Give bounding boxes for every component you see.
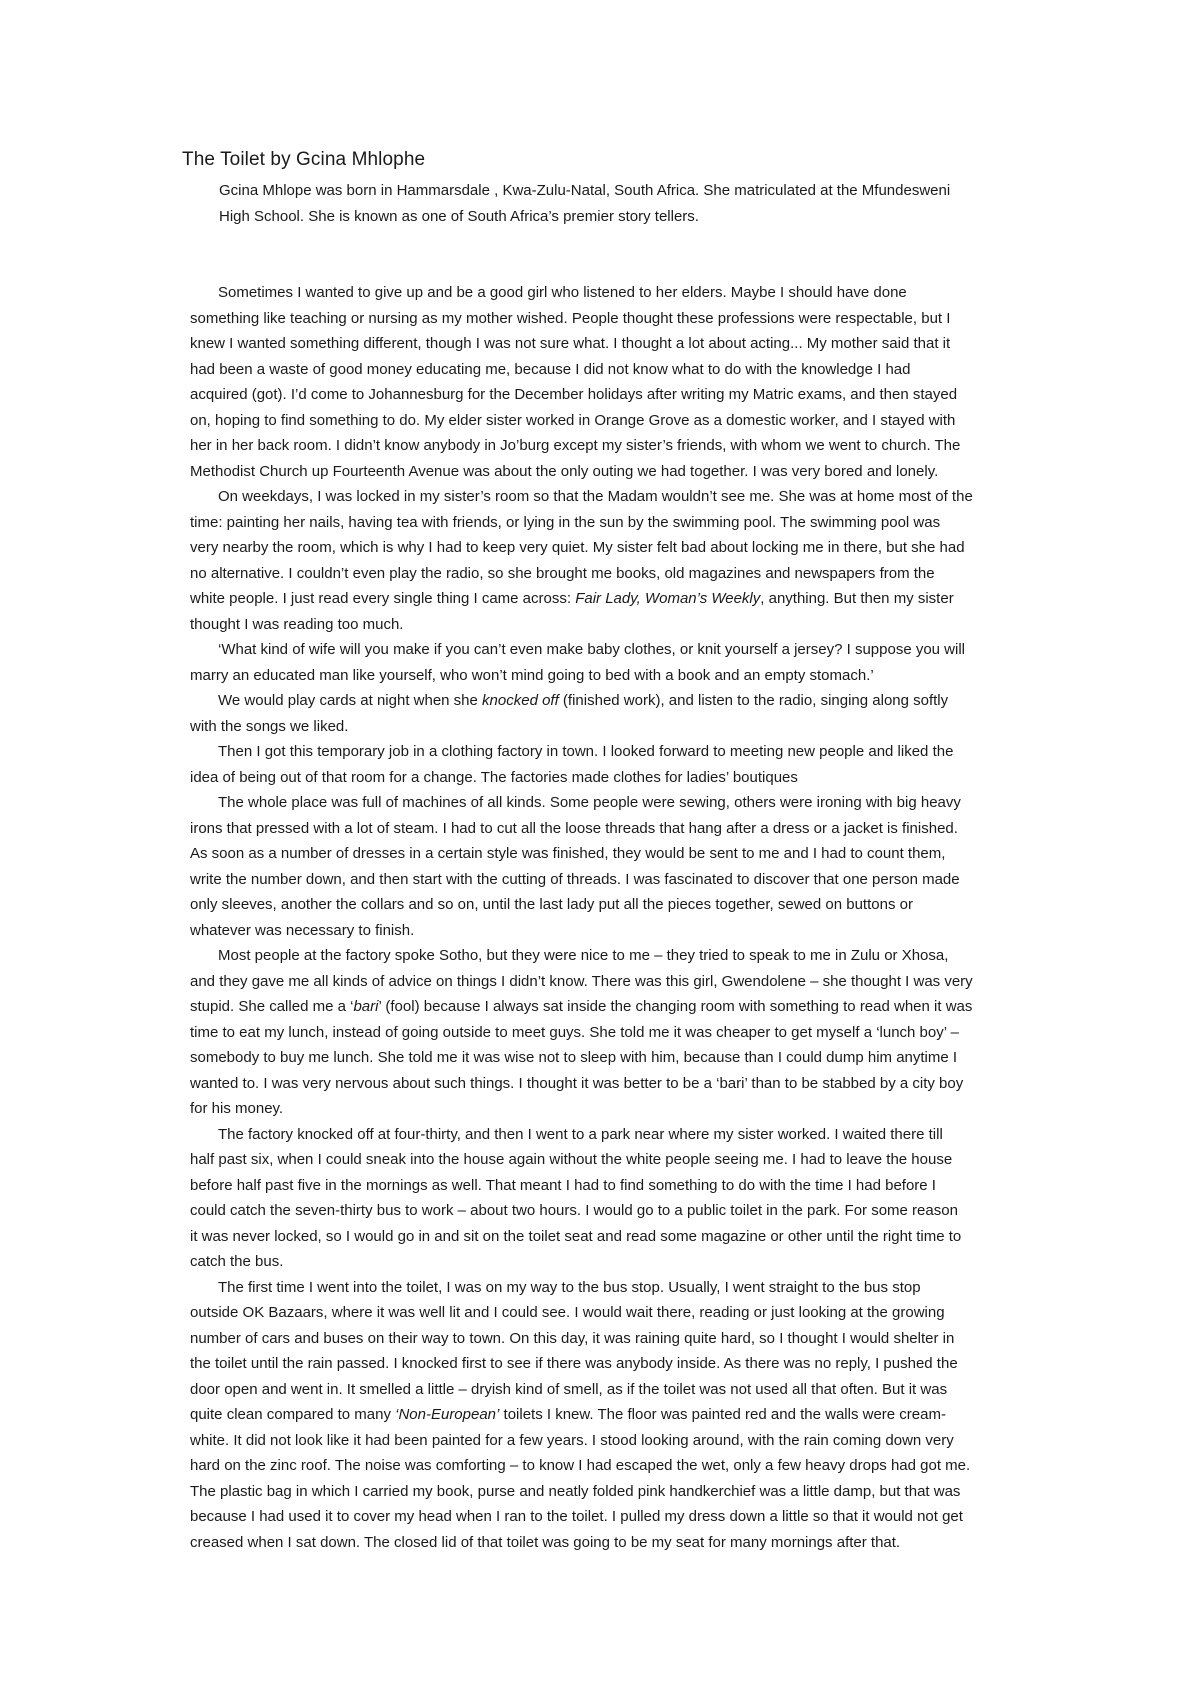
story-line: time to eat my lunch, instead of going outside to meet guys. She told me it was cheaper to get myself a ‘lunch boy’ – bbox=[190, 1023, 960, 1041]
story-line: half past six, when I could sneak into the house again without the white people seeing me. I had to leave the house bbox=[190, 1151, 953, 1168]
story-line bbox=[190, 586, 1090, 612]
story-italic: ‘Non-European’ bbox=[395, 1406, 500, 1423]
story-line: write the number down, and then start with the cutting of threads. I was fascinated to discover that one person made bbox=[190, 870, 960, 888]
story-line: creased when I sat down. The closed lid of that toilet was going to be my seat for many mornings after that. bbox=[190, 1533, 901, 1551]
story-line: Sometimes I wanted to give up and be a good girl who listened to her elders. Maybe I should have done bbox=[218, 284, 907, 301]
story-line: idea of being out of that room for a change. The factories made clothes for ladies’ boutiques bbox=[190, 768, 798, 786]
story-text: toilets I knew. The floor was painted red and the walls were cream- bbox=[499, 1406, 946, 1423]
story-text: quite clean compared to many bbox=[190, 1406, 396, 1423]
story-line: catch the bus. bbox=[190, 1253, 284, 1270]
story-italic: bari bbox=[353, 998, 379, 1015]
story-line: The whole place was full of machines of all kinds. Some people were sewing, others were ironing with big heavy bbox=[218, 794, 961, 811]
story-text: We would play cards at night when she bbox=[218, 692, 483, 709]
story-line bbox=[190, 1402, 1090, 1428]
story-line: marry an educated man like yourself, who won’t mind going to bed with a book and an empty stomach.’ bbox=[190, 666, 874, 684]
story-line: Most people at the factory spoke Sotho, but they were nice to me – they tried to speak to me in Zulu or Xhosa, bbox=[218, 947, 949, 964]
story-line: before half past five in the mornings as well. That meant I had to find something to do with the time I had before I bbox=[190, 1176, 936, 1194]
story-text: stupid. She called me a ‘ bbox=[190, 998, 354, 1015]
story-line: on, hoping to find something to do. My elder sister worked in Orange Grove as a domestic worker, and I stayed with bbox=[190, 411, 956, 429]
story-line: with the songs we liked. bbox=[190, 717, 349, 735]
story-line: it was never locked, so I would go in and sit on the toilet seat and read some magazine or other until the right time to bbox=[190, 1227, 962, 1245]
story-italic: knocked off bbox=[482, 692, 559, 709]
story-line: knew I wanted something different, though I was not sure what. I thought a lot about acting... My mother said that it bbox=[190, 335, 951, 352]
story-line: time: painting her nails, having tea with friends, or lying in the sun by the swimming pool. The swimming pool was bbox=[190, 513, 941, 531]
bio-line: Gcina Mhlope was born in Hammarsdale , Kwa-Zulu-Natal, South Africa. She matriculated at the Mfundesweni bbox=[219, 182, 951, 199]
story-line: irons that pressed with a lot of steam. I had to cut all the loose threads that hang after a dress or a jacket is finished. bbox=[190, 819, 958, 837]
story-line bbox=[190, 994, 1090, 1020]
story-line: for his money. bbox=[190, 1100, 284, 1117]
story-line: Methodist Church up Fourteenth Avenue was about the only outing we had together. I was very bored and lonely. bbox=[190, 462, 939, 480]
story-text: (finished work), and listen to the radio, singing along softly bbox=[558, 692, 949, 709]
story-body bbox=[190, 280, 1090, 1555]
story-line: white. It did not look like it had been painted for a few years. I stood looking around, with the rain coming down very bbox=[190, 1431, 954, 1449]
story-line: very nearby the room, which is why I had to keep very quiet. My sister felt bad about locking me in there, but she had bbox=[190, 539, 965, 556]
story-text: , anything. But then my sister bbox=[760, 590, 954, 607]
document-title: The Toilet by Gcina Mhlophe bbox=[182, 149, 426, 170]
story-line: Then I got this temporary job in a clothing factory in town. I looked forward to meeting new people and liked the bbox=[218, 743, 954, 760]
story-line bbox=[190, 688, 1090, 714]
story-italic: Fair Lady, Woman’s Weekly bbox=[575, 590, 761, 607]
story-text: white people. I just read every single thing I came across: bbox=[190, 590, 576, 607]
story-text: ’ (fool) because I always sat inside the changing room with something to read when it was bbox=[378, 998, 973, 1015]
bio-line: High School. She is known as one of South Africa’s premier story tellers. bbox=[219, 208, 699, 225]
story-line: hard on the zinc roof. The noise was comforting – to know I had escaped the wet, only a few heavy drops had got me. bbox=[190, 1457, 971, 1474]
story-line: the toilet until the rain passed. I knocked first to see if there was anybody inside. As there was no reply, I pushed the bbox=[190, 1355, 958, 1372]
story-line: thought I was reading too much. bbox=[190, 615, 404, 633]
story-line: The plastic bag in which I carried my book, purse and neatly folded pink handkerchief was a little damp, but that was bbox=[190, 1482, 961, 1500]
author-bio bbox=[219, 178, 1039, 230]
story-line: acquired (got). I’d come to Johannesburg for the December holidays after writing my Matric exams, and then stayed bbox=[190, 386, 958, 403]
story-line: The factory knocked off at four-thirty, and then I went to a park near where my sister worked. I waited there till bbox=[218, 1125, 943, 1143]
story-line: whatever was necessary to finish. bbox=[190, 921, 415, 939]
story-line: The first time I went into the toilet, I was on my way to the bus stop. Usually, I went straight to the bus stop bbox=[218, 1278, 921, 1296]
story-line: only sleeves, another the collars and so on, until the last lady put all the pieces together, sewed on buttons or bbox=[190, 896, 913, 913]
story-line: no alternative. I couldn’t even play the radio, so she brought me books, old magazines and newspapers from the bbox=[190, 564, 935, 582]
story-line: number of cars and buses on their way to town. On this day, it was raining quite hard, so I thought I would shelter in bbox=[190, 1329, 955, 1347]
story-line: could catch the seven-thirty bus to work – about two hours. I would go to a public toilet in the park. For some reason bbox=[190, 1202, 958, 1219]
story-line: As soon as a number of dresses in a certain style was finished, they would be sent to me and I had to count them, bbox=[190, 845, 946, 862]
story-line: something like teaching or nursing as my mother wished. People thought these professions were respectable, but I bbox=[190, 309, 951, 327]
story-line: ‘What kind of wife will you make if you can’t even make baby clothes, or knit yourself a jersey? I suppose you will bbox=[218, 641, 966, 658]
story-line: and they gave me all kinds of advice on things I didn’t know. There was this girl, Gwendolene – she thought I was very bbox=[190, 972, 973, 990]
story-line: her in her back room. I didn’t know anybody in Jo’burg except my sister’s friends, with whom we went to church. The bbox=[190, 437, 961, 454]
story-line: door open and went in. It smelled a little – dryish kind of smell, as if the toilet was not used all that often. But it was bbox=[190, 1380, 948, 1398]
story-line: because I had used it to cover my head when I ran to the toilet. I pulled my dress down a little so that it would not get bbox=[190, 1508, 963, 1525]
story-line: somebody to buy me lunch. She told me it was wise not to sleep with him, because than I could dump him anytime I bbox=[190, 1049, 958, 1066]
story-line: wanted to. I was very nervous about such things. I thought it was better to be a ‘bari’ than to be stabbed by a city boy bbox=[190, 1074, 964, 1092]
story-line: On weekdays, I was locked in my sister’s room so that the Madam wouldn’t see me. She was at home most of the bbox=[218, 488, 973, 505]
story-line: outside OK Bazaars, where it was well lit and I could see. I would wait there, reading or just looking at the growing bbox=[190, 1304, 945, 1321]
story-line: had been a waste of good money educating me, because I did not know what to do with the knowledge I had bbox=[190, 360, 911, 378]
